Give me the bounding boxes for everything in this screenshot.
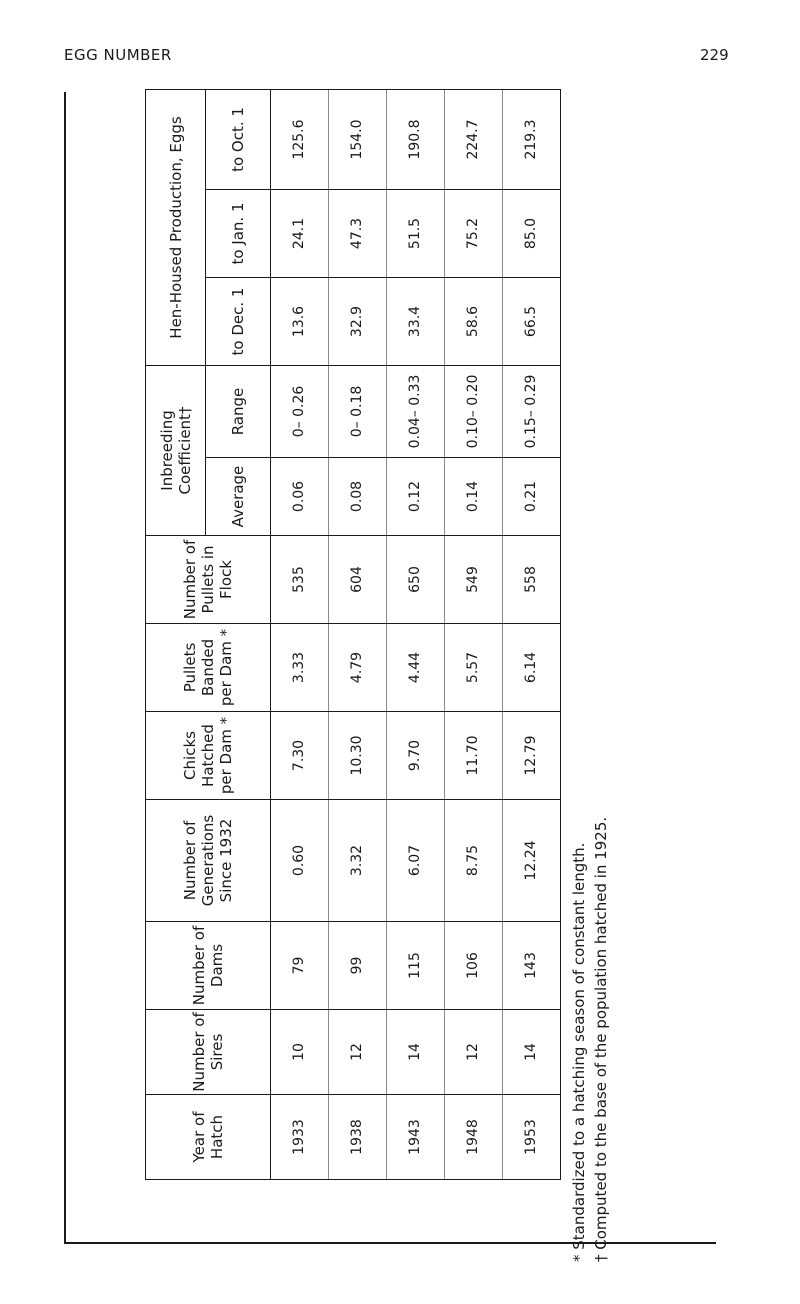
cell-pullets-banded: 4.79 bbox=[329, 624, 387, 712]
cell-prod-oct1: 190.8 bbox=[387, 89, 445, 189]
page-number: 229 bbox=[700, 46, 729, 64]
cell-sires: 12 bbox=[329, 1010, 387, 1095]
cell-prod-oct1: 219.3 bbox=[503, 89, 561, 189]
table-row bbox=[387, 89, 445, 1179]
cell-chicks: 11.70 bbox=[445, 712, 503, 800]
cell-inbreeding-average: 0.12 bbox=[387, 458, 445, 536]
cell-chicks: 10.30 bbox=[329, 712, 387, 800]
cell-prod-oct1: 125.6 bbox=[271, 89, 329, 189]
cell-pullets-banded: 3.33 bbox=[271, 624, 329, 712]
cell-generations: 0.60 bbox=[271, 800, 329, 922]
table-row bbox=[329, 89, 387, 1179]
col-header-chicks: Chicks Hatched per Dam * bbox=[146, 712, 271, 800]
cell-prod-dec1: 13.6 bbox=[271, 278, 329, 366]
cell-pullets-flock: 558 bbox=[503, 536, 561, 624]
cell-dams: 115 bbox=[387, 922, 445, 1010]
col-header-pullets-banded: Pullets Banded per Dam * bbox=[146, 624, 271, 712]
col-header-dams: Number of Dams bbox=[146, 922, 271, 1010]
cell-prod-oct1: 154.0 bbox=[329, 89, 387, 189]
cell-year: 1943 bbox=[387, 1095, 445, 1180]
cell-prod-dec1: 33.4 bbox=[387, 278, 445, 366]
col-header-pullets-flock: Number of Pullets in Flock bbox=[146, 536, 271, 624]
cell-dams: 106 bbox=[445, 922, 503, 1010]
running-title: EGG NUMBER bbox=[64, 46, 172, 64]
col-header-year: Year of Hatch bbox=[146, 1095, 271, 1180]
table-row bbox=[503, 89, 561, 1179]
cell-pullets-flock: 604 bbox=[329, 536, 387, 624]
cell-inbreeding-average: 0.14 bbox=[445, 458, 503, 536]
cell-prod-jan1: 85.0 bbox=[503, 190, 561, 278]
col-header-dec1: to Dec. 1 bbox=[206, 278, 271, 366]
egg-production-table bbox=[145, 89, 561, 1180]
cell-dams: 143 bbox=[503, 922, 561, 1010]
footnote-standardized: * Standardized to a hatching season of constant length. bbox=[570, 842, 588, 1262]
cell-dams: 99 bbox=[329, 922, 387, 1010]
cell-inbreeding-average: 0.06 bbox=[271, 458, 329, 536]
cell-sires: 10 bbox=[271, 1010, 329, 1095]
cell-pullets-flock: 535 bbox=[271, 536, 329, 624]
cell-prod-jan1: 51.5 bbox=[387, 190, 445, 278]
cell-year: 1933 bbox=[271, 1095, 329, 1180]
cell-year: 1938 bbox=[329, 1095, 387, 1180]
cell-prod-dec1: 32.9 bbox=[329, 278, 387, 366]
cell-inbreeding-range: 0– 0.26 bbox=[271, 366, 329, 458]
page-header bbox=[0, 0, 800, 80]
col-header-oct1: to Oct. 1 bbox=[206, 89, 271, 189]
footnote-computed: † Computed to the base of the population hatched in 1925. bbox=[592, 816, 610, 1262]
cell-prod-dec1: 58.6 bbox=[445, 278, 503, 366]
cell-generations: 8.75 bbox=[445, 800, 503, 922]
cell-prod-jan1: 47.3 bbox=[329, 190, 387, 278]
cell-sires: 12 bbox=[445, 1010, 503, 1095]
group-header-inbreeding: Inbreeding Coefficient† bbox=[146, 366, 206, 536]
table-row bbox=[271, 89, 329, 1179]
col-header-generations: Number of Generations Since 1932 bbox=[146, 800, 271, 922]
col-header-sires: Number of Sires bbox=[146, 1010, 271, 1095]
col-header-range: Range bbox=[206, 366, 271, 458]
cell-inbreeding-average: 0.21 bbox=[503, 458, 561, 536]
col-header-average: Average bbox=[206, 458, 271, 536]
cell-chicks: 12.79 bbox=[503, 712, 561, 800]
cell-inbreeding-range: 0.15– 0.29 bbox=[503, 366, 561, 458]
cell-pullets-banded: 4.44 bbox=[387, 624, 445, 712]
frame-rule-bottom bbox=[64, 1242, 716, 1244]
cell-dams: 79 bbox=[271, 922, 329, 1010]
cell-inbreeding-average: 0.08 bbox=[329, 458, 387, 536]
cell-pullets-flock: 650 bbox=[387, 536, 445, 624]
cell-prod-dec1: 66.5 bbox=[503, 278, 561, 366]
frame-rule-left bbox=[64, 92, 66, 1244]
cell-sires: 14 bbox=[503, 1010, 561, 1095]
cell-pullets-flock: 549 bbox=[445, 536, 503, 624]
cell-generations: 12.24 bbox=[503, 800, 561, 922]
cell-chicks: 9.70 bbox=[387, 712, 445, 800]
cell-year: 1953 bbox=[503, 1095, 561, 1180]
cell-generations: 3.32 bbox=[329, 800, 387, 922]
table-row bbox=[445, 89, 503, 1179]
cell-pullets-banded: 5.57 bbox=[445, 624, 503, 712]
cell-generations: 6.07 bbox=[387, 800, 445, 922]
cell-year: 1948 bbox=[445, 1095, 503, 1180]
cell-inbreeding-range: 0– 0.18 bbox=[329, 366, 387, 458]
cell-prod-oct1: 224.7 bbox=[445, 89, 503, 189]
cell-pullets-banded: 6.14 bbox=[503, 624, 561, 712]
cell-sires: 14 bbox=[387, 1010, 445, 1095]
col-header-jan1: to Jan. 1 bbox=[206, 190, 271, 278]
cell-prod-jan1: 75.2 bbox=[445, 190, 503, 278]
cell-prod-jan1: 24.1 bbox=[271, 190, 329, 278]
cell-inbreeding-range: 0.04– 0.33 bbox=[387, 366, 445, 458]
cell-inbreeding-range: 0.10– 0.20 bbox=[445, 366, 503, 458]
cell-chicks: 7.30 bbox=[271, 712, 329, 800]
group-header-production: Hen-Housed Production, Eggs bbox=[146, 89, 206, 365]
